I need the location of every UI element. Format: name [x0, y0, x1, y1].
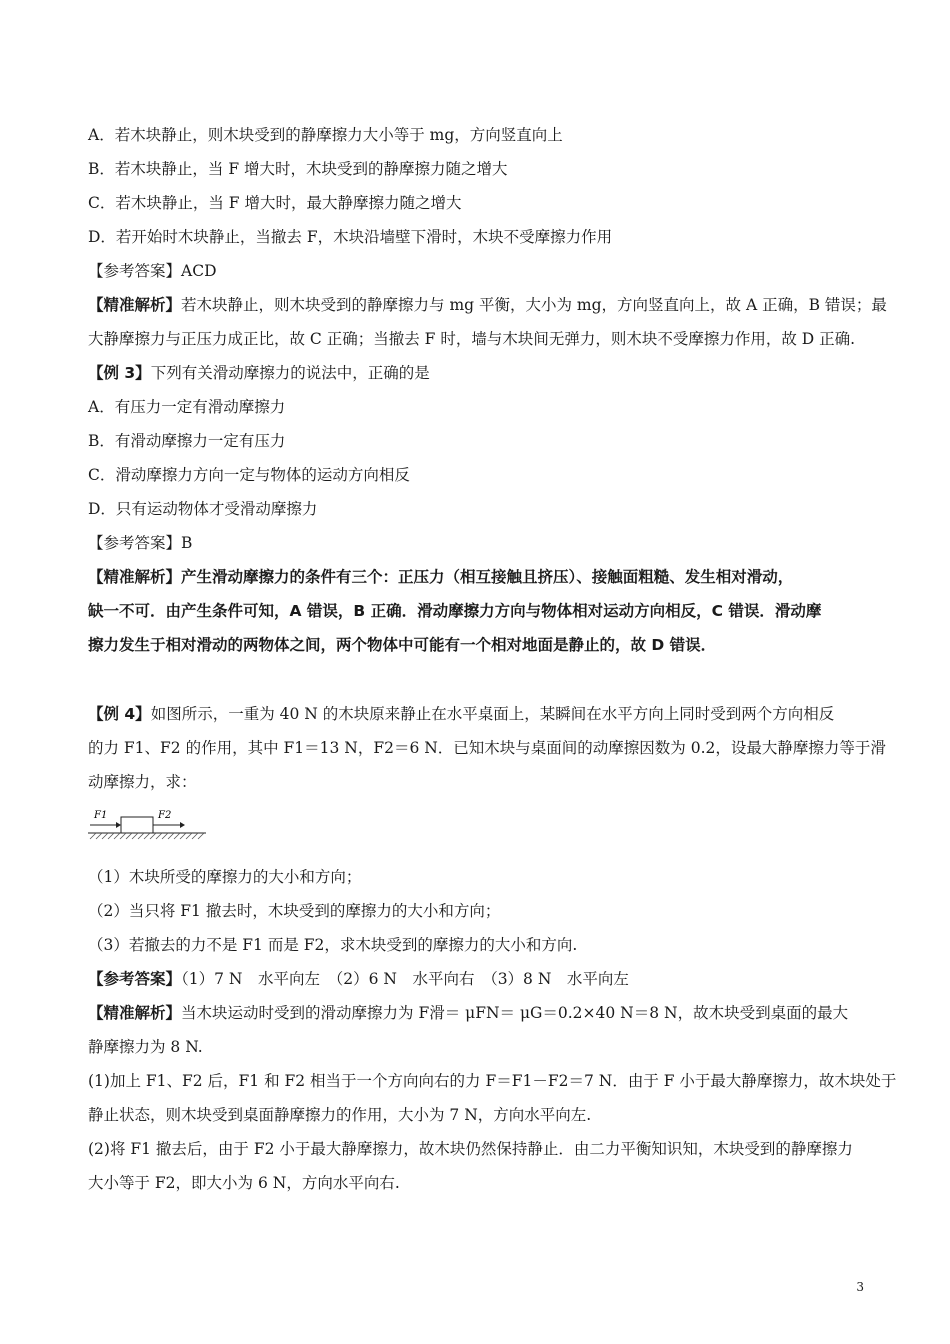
page-number: 3 — [856, 1280, 864, 1294]
ex4-analysis-line-4: 静止状态，则木块受到桌面静摩擦力的作用，大小为 7 N，方向水平向左. — [88, 1106, 592, 1124]
ex4-analysis-line-2: 静摩擦力为 8 N. — [88, 1038, 203, 1056]
example-label: 【例 3】 — [88, 364, 151, 382]
answer-label: 【参考答案】 — [88, 970, 182, 988]
ex4-sub-question-3: （3）若撤去的力不是 F1 而是 F2，求木块受到的摩擦力的大小和方向. — [88, 936, 578, 954]
answer-value: （1）7 N 水平向左 （2）6 N 水平向右 （3）8 N 水平向左 — [181, 970, 629, 988]
answer-label: 【参考答案】 — [88, 534, 182, 552]
ex2-analysis-line-1 — [88, 294, 887, 316]
f1-label: F1 — [94, 810, 108, 821]
ex3-option-c: C．滑动摩擦力方向一定与物体的运动方向相反 — [88, 466, 410, 484]
question-text: 如图所示，一重为 40 N 的木块原来静止在水平桌面上，某瞬间在水平方向上同时受到两个方向相反 — [150, 705, 835, 723]
force-diagram-svg — [88, 808, 208, 846]
ex4-answer — [88, 968, 870, 990]
ex4-question-line-3: 动摩擦力，求： — [88, 773, 197, 791]
f2-arrow-head — [180, 822, 185, 828]
ex3-option-a: A．有压力一定有滑动摩擦力 — [88, 398, 286, 416]
ex4-analysis-line-3: (1)加上 F1、F2 后，F1 和 F2 相当于一个方向向右的力 F＝F1－F2＝7 N．由于 F 小于最大静摩擦力，故木块处于 — [88, 1072, 897, 1090]
question-text: 下列有关滑动摩擦力的说法中，正确的是 — [150, 364, 430, 382]
analysis-label: 【精准解析】 — [88, 1004, 182, 1022]
ex2-analysis-line-2: 大静摩擦力与正压力成正比，故 C 正确；当撤去 F 时，墙与木块间无弹力，则木块不受摩擦力作用，故 D 正确. — [88, 330, 856, 348]
analysis-text: 产生滑动摩擦力的条件有三个：正压力（相互接触且挤压）、接触面粗糙、发生相对滑动， — [181, 568, 794, 586]
f1-arrow-head — [116, 822, 121, 828]
ex2-option-a: A．若木块静止，则木块受到的静摩擦力大小等于 mg，方向竖直向上 — [88, 126, 563, 144]
answer-label: 【参考答案】 — [88, 262, 182, 280]
ex3-analysis-line-2: 缺一不可．由产生条件可知，A 错误，B 正确．滑动摩擦力方向与物体相对运动方向相反，C 错误．滑动摩 — [88, 602, 822, 620]
ex4-sub-question-2: （2）当只将 F1 撤去时，木块受到的摩擦力的大小和方向； — [88, 902, 501, 920]
f2-label: F2 — [158, 810, 172, 821]
ex4-question-line-2: 的力 F1、F2 的作用，其中 F1＝13 N，F2＝6 N．已知木块与桌面间的动摩擦因数为 0.2，设最大静摩擦力等于滑 — [88, 739, 886, 757]
ex3-option-b: B．有滑动摩擦力一定有压力 — [88, 432, 286, 450]
example-label: 【例 4】 — [88, 705, 151, 723]
ex4-question-line-1 — [88, 703, 870, 725]
ex2-answer — [88, 260, 870, 282]
answer-value: B — [181, 534, 193, 552]
analysis-label: 【精准解析】 — [88, 568, 182, 586]
ex4-analysis-line-1 — [88, 1002, 870, 1024]
analysis-text: 若木块静止，则木块受到的静摩擦力与 mg 平衡，大小为 mg，方向竖直向上，故 A 正确，B 错误；最 — [181, 296, 887, 314]
analysis-label: 【精准解析】 — [88, 296, 182, 314]
ex2-option-c: C．若木块静止，当 F 增大时，最大静摩擦力随之增大 — [88, 194, 462, 212]
force-diagram — [88, 808, 208, 850]
ex2-option-b: B．若木块静止，当 F 增大时，木块受到的静摩擦力随之增大 — [88, 160, 508, 178]
ex3-question — [88, 362, 870, 384]
ex4-analysis-line-6: 大小等于 F2，即大小为 6 N，方向水平向右. — [88, 1174, 400, 1192]
ex3-answer — [88, 532, 870, 554]
surface-hatching — [90, 833, 204, 839]
analysis-text: 当木块运动时受到的滑动摩擦力为 F滑＝ μFN＝ μG＝0.2×40 N＝8 N，故木块受到桌面的最大 — [181, 1004, 849, 1022]
ex4-analysis-line-5: (2)将 F1 撤去后，由于 F2 小于最大静摩擦力，故木块仍然保持静止．由二力平衡知识知，木块受到的静摩擦力 — [88, 1140, 853, 1158]
ex4-sub-question-1: （1）木块所受的摩擦力的大小和方向； — [88, 868, 362, 886]
ex3-analysis-line-3: 擦力发生于相对滑动的两物体之间，两个物体中可能有一个相对地面是静止的，故 D 错误． — [88, 636, 717, 654]
ex3-analysis-line-1 — [88, 566, 870, 588]
answer-value: ACD — [181, 262, 217, 280]
wooden-block — [121, 817, 153, 833]
ex2-option-d: D．若开始时木块静止，当撤去 F，木块沿墙壁下滑时，木块不受摩擦力作用 — [88, 228, 613, 246]
ex3-option-d: D．只有运动物体才受滑动摩擦力 — [88, 500, 318, 518]
